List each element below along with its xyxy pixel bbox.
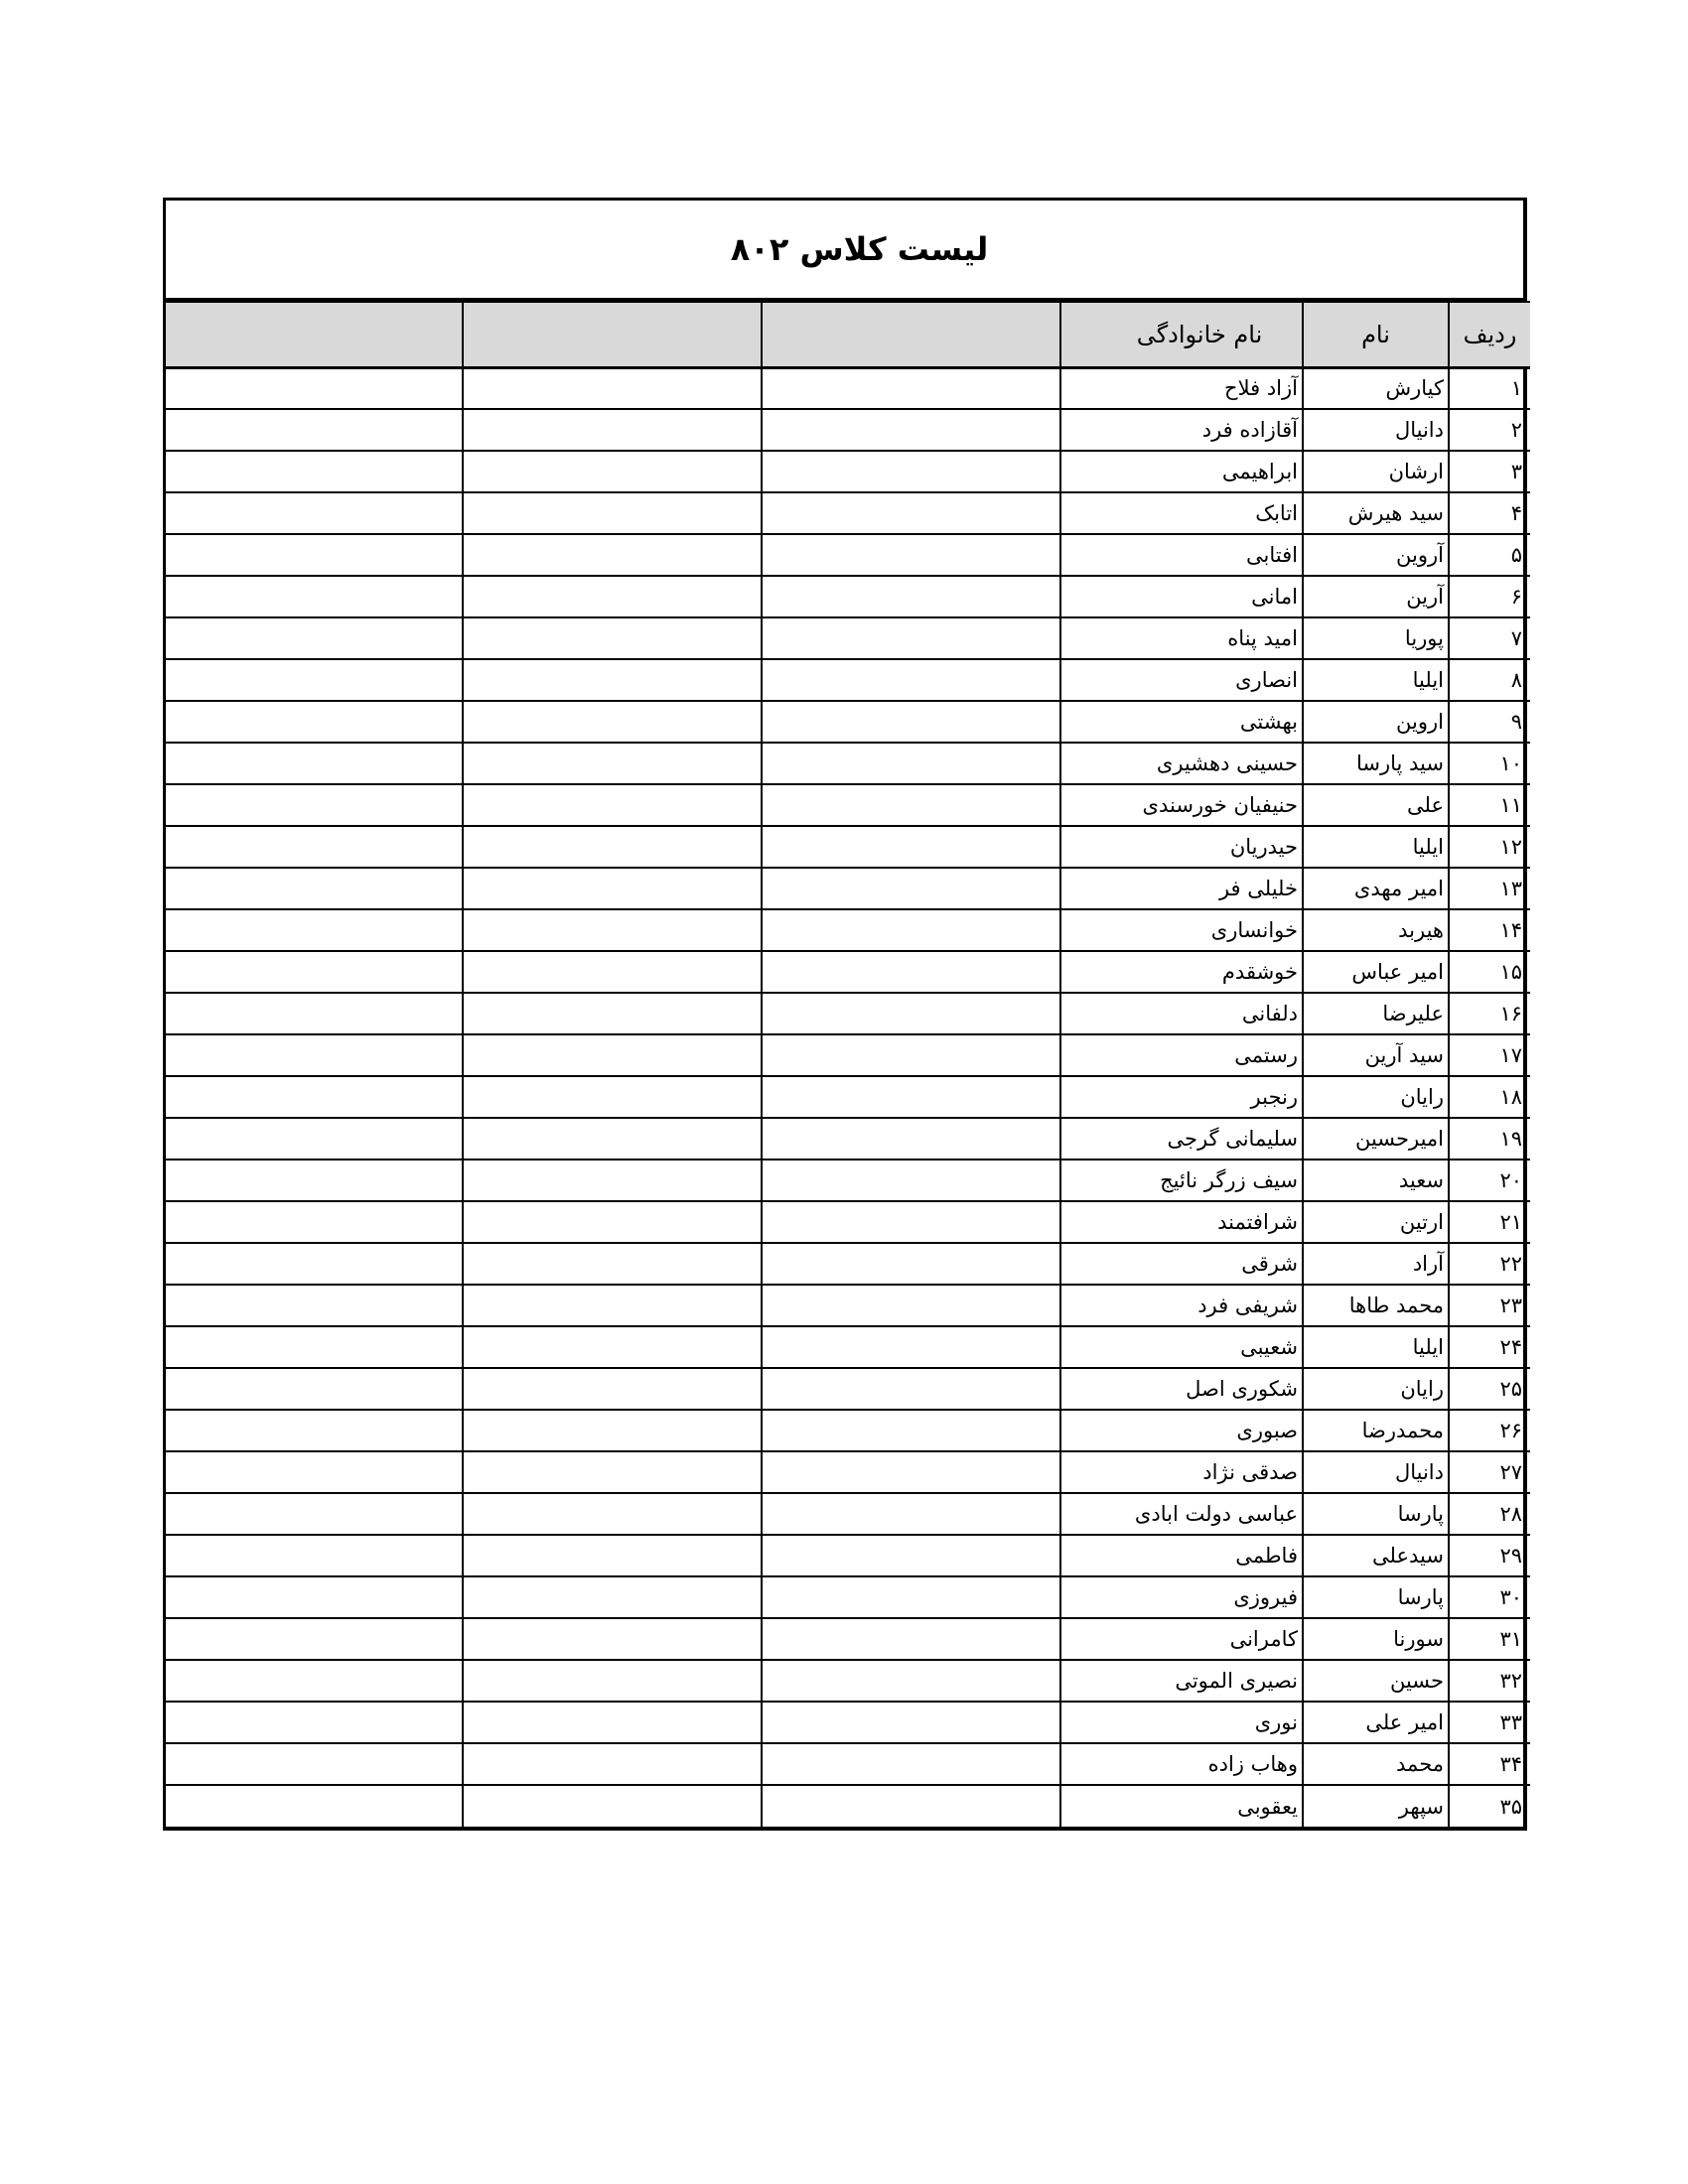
header-empty-column	[166, 302, 463, 367]
table-row	[166, 1285, 1530, 1326]
empty-cell	[762, 1326, 1060, 1368]
last-name-cell: انصاری	[1060, 659, 1303, 701]
row-number-cell: ۷	[1449, 617, 1530, 659]
first-name-cell: اروین	[1303, 701, 1449, 743]
first-name-cell: آراد	[1303, 1243, 1449, 1285]
empty-cell	[463, 451, 762, 492]
table-row	[166, 1743, 1530, 1785]
header-last-name: نام خانوادگی	[1060, 302, 1303, 367]
table-row	[166, 1118, 1530, 1160]
empty-cell	[166, 1618, 463, 1660]
first-name-cell: کیارش	[1303, 367, 1449, 409]
student-rows	[166, 367, 1530, 1827]
table-row	[166, 576, 1530, 617]
empty-cell	[762, 617, 1060, 659]
last-name-cell: سیف زرگر نائیج	[1060, 1160, 1303, 1201]
table-row	[166, 1243, 1530, 1285]
student-table	[166, 301, 1530, 1827]
first-name-cell: پارسا	[1303, 1576, 1449, 1618]
last-name-cell: عباسی دولت ابادی	[1060, 1493, 1303, 1535]
header-first-name: نام	[1303, 302, 1449, 367]
empty-cell	[762, 1243, 1060, 1285]
first-name-cell: امیر عباس	[1303, 951, 1449, 993]
row-number-cell: ۲۳	[1449, 1285, 1530, 1326]
empty-cell	[166, 951, 463, 993]
empty-cell	[166, 826, 463, 868]
table-row	[166, 1201, 1530, 1243]
empty-cell	[463, 909, 762, 951]
row-number-cell: ۱۹	[1449, 1118, 1530, 1160]
last-name-cell: رنجبر	[1060, 1076, 1303, 1118]
empty-cell	[762, 868, 1060, 909]
empty-cell	[762, 409, 1060, 451]
empty-cell	[762, 743, 1060, 784]
empty-cell	[463, 409, 762, 451]
table-row	[166, 409, 1530, 451]
empty-cell	[166, 909, 463, 951]
empty-cell	[166, 492, 463, 534]
empty-cell	[762, 1618, 1060, 1660]
first-name-cell: دانیال	[1303, 409, 1449, 451]
empty-cell	[762, 659, 1060, 701]
row-number-cell: ۹	[1449, 701, 1530, 743]
last-name-cell: آقازاده فرد	[1060, 409, 1303, 451]
empty-cell	[166, 784, 463, 826]
table-row	[166, 951, 1530, 993]
empty-cell	[463, 993, 762, 1034]
empty-cell	[166, 1368, 463, 1410]
empty-cell	[166, 1702, 463, 1743]
empty-cell	[762, 701, 1060, 743]
row-number-cell: ۵	[1449, 534, 1530, 576]
empty-cell	[463, 1118, 762, 1160]
last-name-cell: ابراهیمی	[1060, 451, 1303, 492]
first-name-cell: سپهر	[1303, 1785, 1449, 1827]
first-name-cell: محمد طاها	[1303, 1285, 1449, 1326]
empty-cell	[463, 868, 762, 909]
empty-cell	[166, 1535, 463, 1576]
row-number-cell: ۲۸	[1449, 1493, 1530, 1535]
row-number-cell: ۴	[1449, 492, 1530, 534]
empty-cell	[463, 576, 762, 617]
empty-cell	[463, 743, 762, 784]
empty-cell	[166, 868, 463, 909]
first-name-cell: امیر علی	[1303, 1702, 1449, 1743]
empty-cell	[463, 1576, 762, 1618]
table-header-row	[166, 302, 1530, 367]
table-row	[166, 1660, 1530, 1702]
empty-cell	[166, 659, 463, 701]
empty-cell	[762, 1535, 1060, 1576]
empty-cell	[463, 1743, 762, 1785]
title-row	[166, 201, 1523, 301]
empty-cell	[463, 1160, 762, 1201]
first-name-cell: رایان	[1303, 1076, 1449, 1118]
last-name-cell: بهشتی	[1060, 701, 1303, 743]
last-name-cell: فیروزی	[1060, 1576, 1303, 1618]
table-row	[166, 909, 1530, 951]
empty-cell	[762, 1743, 1060, 1785]
row-number-cell: ۳۱	[1449, 1618, 1530, 1660]
first-name-cell: ارتین	[1303, 1201, 1449, 1243]
last-name-cell: دلفانی	[1060, 993, 1303, 1034]
empty-cell	[166, 1451, 463, 1493]
table-row	[166, 701, 1530, 743]
row-number-cell: ۱۱	[1449, 784, 1530, 826]
table-row	[166, 1785, 1530, 1827]
empty-cell	[762, 826, 1060, 868]
table-row	[166, 1368, 1530, 1410]
empty-cell	[463, 826, 762, 868]
first-name-cell: آروین	[1303, 534, 1449, 576]
first-name-cell: محمدرضا	[1303, 1410, 1449, 1451]
table-row	[166, 367, 1530, 409]
table-row	[166, 1702, 1530, 1743]
empty-cell	[166, 993, 463, 1034]
empty-cell	[166, 617, 463, 659]
first-name-cell: سعید	[1303, 1160, 1449, 1201]
table-row	[166, 1410, 1530, 1451]
last-name-cell: کامرانی	[1060, 1618, 1303, 1660]
class-list-sheet	[163, 198, 1527, 1831]
empty-cell	[166, 1785, 463, 1827]
first-name-cell: ارشان	[1303, 451, 1449, 492]
last-name-cell: آزاد فلاح	[1060, 367, 1303, 409]
empty-cell	[463, 1618, 762, 1660]
empty-cell	[762, 1076, 1060, 1118]
row-number-cell: ۳۴	[1449, 1743, 1530, 1785]
empty-cell	[762, 951, 1060, 993]
table-row	[166, 1576, 1530, 1618]
row-number-cell: ۸	[1449, 659, 1530, 701]
first-name-cell: ایلیا	[1303, 1326, 1449, 1368]
row-number-cell: ۲۲	[1449, 1243, 1530, 1285]
first-name-cell: ایلیا	[1303, 826, 1449, 868]
table-row	[166, 826, 1530, 868]
first-name-cell: حسین	[1303, 1660, 1449, 1702]
first-name-cell: علی	[1303, 784, 1449, 826]
last-name-cell: نصیری الموتی	[1060, 1660, 1303, 1702]
empty-cell	[762, 1702, 1060, 1743]
row-number-cell: ۱۶	[1449, 993, 1530, 1034]
row-number-cell: ۱۳	[1449, 868, 1530, 909]
last-name-cell: خوشقدم	[1060, 951, 1303, 993]
last-name-cell: اتابک	[1060, 492, 1303, 534]
empty-cell	[463, 1285, 762, 1326]
table-row	[166, 617, 1530, 659]
header-empty-column	[762, 302, 1060, 367]
last-name-cell: خلیلی فر	[1060, 868, 1303, 909]
empty-cell	[762, 1285, 1060, 1326]
last-name-cell: صدقی نژاد	[1060, 1451, 1303, 1493]
empty-cell	[166, 1243, 463, 1285]
first-name-cell: سورنا	[1303, 1618, 1449, 1660]
empty-cell	[762, 451, 1060, 492]
last-name-cell: امانی	[1060, 576, 1303, 617]
row-number-cell: ۳	[1449, 451, 1530, 492]
last-name-cell: صبوری	[1060, 1410, 1303, 1451]
first-name-cell: آرین	[1303, 576, 1449, 617]
last-name-cell: امید پناه	[1060, 617, 1303, 659]
first-name-cell: سیدعلی	[1303, 1535, 1449, 1576]
empty-cell	[463, 1368, 762, 1410]
table-row	[166, 1326, 1530, 1368]
empty-cell	[463, 1535, 762, 1576]
table-row	[166, 784, 1530, 826]
empty-cell	[463, 492, 762, 534]
last-name-cell: یعقوبی	[1060, 1785, 1303, 1827]
empty-cell	[463, 1451, 762, 1493]
empty-cell	[166, 1660, 463, 1702]
empty-cell	[762, 993, 1060, 1034]
empty-cell	[762, 576, 1060, 617]
first-name-cell: امیرحسین	[1303, 1118, 1449, 1160]
last-name-cell: خوانساری	[1060, 909, 1303, 951]
empty-cell	[762, 1576, 1060, 1618]
table-row	[166, 743, 1530, 784]
empty-cell	[463, 659, 762, 701]
table-row	[166, 1618, 1530, 1660]
table-row	[166, 993, 1530, 1034]
first-name-cell: پوریا	[1303, 617, 1449, 659]
first-name-cell: علیرضا	[1303, 993, 1449, 1034]
empty-cell	[463, 534, 762, 576]
empty-cell	[762, 1660, 1060, 1702]
first-name-cell: امیر مهدی	[1303, 868, 1449, 909]
last-name-cell: افتابی	[1060, 534, 1303, 576]
first-name-cell: دانیال	[1303, 1451, 1449, 1493]
empty-cell	[166, 367, 463, 409]
empty-cell	[166, 1034, 463, 1076]
empty-cell	[463, 367, 762, 409]
table-row	[166, 1535, 1530, 1576]
empty-cell	[166, 1118, 463, 1160]
empty-cell	[762, 1201, 1060, 1243]
row-number-cell: ۱۰	[1449, 743, 1530, 784]
table-row	[166, 868, 1530, 909]
empty-cell	[463, 1410, 762, 1451]
row-number-cell: ۲۷	[1449, 1451, 1530, 1493]
empty-cell	[762, 909, 1060, 951]
empty-cell	[166, 576, 463, 617]
empty-cell	[166, 1160, 463, 1201]
row-number-cell: ۳۳	[1449, 1702, 1530, 1743]
empty-cell	[762, 1493, 1060, 1535]
empty-cell	[762, 367, 1060, 409]
empty-cell	[166, 1410, 463, 1451]
last-name-cell: شکوری اصل	[1060, 1368, 1303, 1410]
row-number-cell: ۱۲	[1449, 826, 1530, 868]
last-name-cell: سلیمانی گرجی	[1060, 1118, 1303, 1160]
last-name-cell: شرقی	[1060, 1243, 1303, 1285]
row-number-cell: ۲۴	[1449, 1326, 1530, 1368]
header-empty-column	[463, 302, 762, 367]
empty-cell	[166, 1326, 463, 1368]
empty-cell	[463, 1326, 762, 1368]
row-number-cell: ۶	[1449, 576, 1530, 617]
table-row	[166, 1160, 1530, 1201]
empty-cell	[762, 1785, 1060, 1827]
table-row	[166, 1451, 1530, 1493]
empty-cell	[463, 951, 762, 993]
empty-cell	[463, 1034, 762, 1076]
empty-cell	[762, 1368, 1060, 1410]
row-number-cell: ۳۵	[1449, 1785, 1530, 1827]
empty-cell	[463, 1785, 762, 1827]
empty-cell	[762, 1160, 1060, 1201]
empty-cell	[463, 617, 762, 659]
table-row	[166, 1034, 1530, 1076]
last-name-cell: شرافتمند	[1060, 1201, 1303, 1243]
first-name-cell: سید هیرش	[1303, 492, 1449, 534]
last-name-cell: شریفی فرد	[1060, 1285, 1303, 1326]
empty-cell	[762, 1118, 1060, 1160]
empty-cell	[166, 1743, 463, 1785]
table-row	[166, 451, 1530, 492]
row-number-cell: ۲۰	[1449, 1160, 1530, 1201]
empty-cell	[166, 743, 463, 784]
row-number-cell: ۱۴	[1449, 909, 1530, 951]
table-row	[166, 1076, 1530, 1118]
last-name-cell: شعیبی	[1060, 1326, 1303, 1368]
empty-cell	[762, 534, 1060, 576]
first-name-cell: هیربد	[1303, 909, 1449, 951]
row-number-cell: ۲	[1449, 409, 1530, 451]
row-number-cell: ۳۰	[1449, 1576, 1530, 1618]
empty-cell	[463, 1201, 762, 1243]
empty-cell	[463, 701, 762, 743]
empty-cell	[166, 1576, 463, 1618]
table-row	[166, 492, 1530, 534]
empty-cell	[463, 1493, 762, 1535]
empty-cell	[166, 451, 463, 492]
first-name-cell: پارسا	[1303, 1493, 1449, 1535]
row-number-cell: ۲۱	[1449, 1201, 1530, 1243]
first-name-cell: سید پارسا	[1303, 743, 1449, 784]
empty-cell	[166, 1076, 463, 1118]
table-row	[166, 1493, 1530, 1535]
empty-cell	[463, 1702, 762, 1743]
last-name-cell: نوری	[1060, 1702, 1303, 1743]
last-name-cell: حسینی دهشیری	[1060, 743, 1303, 784]
row-number-cell: ۱۸	[1449, 1076, 1530, 1118]
first-name-cell: ایلیا	[1303, 659, 1449, 701]
empty-cell	[762, 1034, 1060, 1076]
empty-cell	[463, 1660, 762, 1702]
empty-cell	[463, 1243, 762, 1285]
empty-cell	[463, 1076, 762, 1118]
last-name-cell: حنیفیان خورسندی	[1060, 784, 1303, 826]
row-number-cell: ۳۲	[1449, 1660, 1530, 1702]
header-row-number: ردیف	[1449, 302, 1530, 367]
empty-cell	[762, 784, 1060, 826]
row-number-cell: ۱۵	[1449, 951, 1530, 993]
empty-cell	[762, 1410, 1060, 1451]
page-title: لیست کلاس ۸۰۲	[730, 230, 989, 268]
empty-cell	[166, 1285, 463, 1326]
last-name-cell: حیدریان	[1060, 826, 1303, 868]
first-name-cell: سید آرین	[1303, 1034, 1449, 1076]
empty-cell	[166, 1201, 463, 1243]
empty-cell	[762, 1451, 1060, 1493]
first-name-cell: رایان	[1303, 1368, 1449, 1410]
empty-cell	[166, 1493, 463, 1535]
table-row	[166, 659, 1530, 701]
row-number-cell: ۲۹	[1449, 1535, 1530, 1576]
empty-cell	[762, 492, 1060, 534]
last-name-cell: فاطمی	[1060, 1535, 1303, 1576]
row-number-cell: ۱	[1449, 367, 1530, 409]
row-number-cell: ۱۷	[1449, 1034, 1530, 1076]
row-number-cell: ۲۵	[1449, 1368, 1530, 1410]
empty-cell	[166, 409, 463, 451]
last-name-cell: وهاب زاده	[1060, 1743, 1303, 1785]
empty-cell	[463, 784, 762, 826]
table-row	[166, 534, 1530, 576]
first-name-cell: محمد	[1303, 1743, 1449, 1785]
row-number-cell: ۲۶	[1449, 1410, 1530, 1451]
empty-cell	[166, 701, 463, 743]
last-name-cell: رستمی	[1060, 1034, 1303, 1076]
empty-cell	[166, 534, 463, 576]
